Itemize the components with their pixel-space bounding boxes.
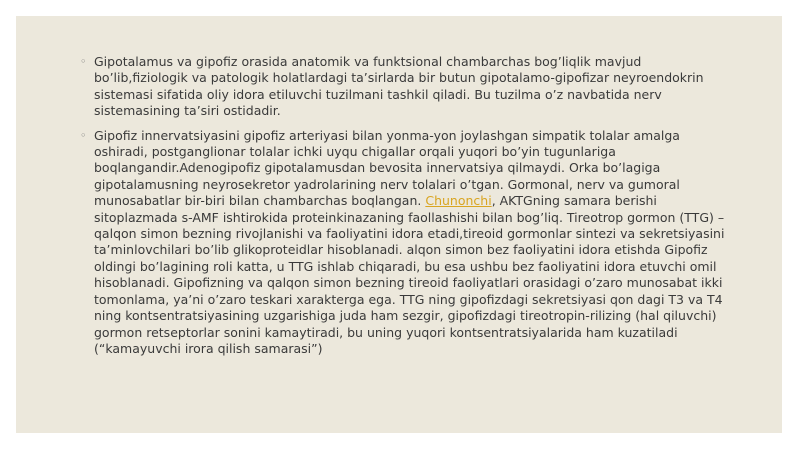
bullet-text-2-before: Gipofiz innervatsiyasini gipofiz arteriyasi bilan yonma-yon joylashgan simpatik tolalar amalga oshiradi, postganglionar tolalar ichki uyqu chigallar orqali yuqori bo’yin tugunlariga boqlangandir.Adenogipofiz gipotalamusdan bevosita innervatsiya qilmaydi. Orka bo’lagiga gipotalamusning neyrosekretor yadrolarining nerv tolalari o’tgan. Gormonal, nerv va gumoral munosabatlar bir-biri bilan chambarchas boqlangan.: [94, 127, 680, 209]
slide: [16, 16, 782, 433]
bullet-item-2: [82, 128, 732, 358]
slide-content: [82, 54, 732, 365]
bullet-text-2-after: , AKTGning samara berishi sitoplazmada s-AMF ishtirokida proteinkinazaning faollashishi bilan bog’liq. Tireotrop gormon (TTG) – qalqon simon bezning rivojlanishi va faoliyatini idora etadi,tireoid gormonlar sintezi va sekretsiyasini ta’minlovchilari bo’lib glikoproteidlar hisoblanadi. alqon simon bez faoliyatini idora etishda Gipofiz oldingi bo’lagining roli katta, u TTG ishlab chiqaradi, bu esa ushbu bez faoliyatini idora etuvchi omil hisoblanadi. Gipofizning va qalqon simon bezning tireoid faoliyatlari orasidagi o’zaro munosabat ikki tomonlama, ya’ni o’zaro teskari xarakterga ega. TTG ning gipofizdagi sekretsiyasi qon dagi T3 va T4 ning kontsentratsiyasining uzgarishiga juda ham sezgir, gipofizdagi tireotropin-rilizing (hal qiluvchi) gormon retseptorlar sonini kamaytiradi, bu uning yuqori kontsentratsiyalarida ham kuzatiladi (“kamayuvchi irora qilish samarasi”): [94, 193, 725, 356]
chunonchi-link[interactable]: Chunonchi: [425, 193, 492, 209]
bullet-text-1: Gipotalamus va gipofiz orasida anatomik va funktsional chambarchas bog’liqlik mavjud bo’lib,fiziologik va patologik holatlardagi ta’sirlarda bir butun gipotalamo-gipofizar neyroendokrin sistemasi sifatida oliy idora etiluvchi tuzilmani tashkil qiladi. Bu tuzilma o’z navbatida nerv sistemasining ta’siri ostidadir.: [94, 54, 704, 119]
bullet-item-1: [82, 54, 732, 120]
bullet-marker-icon: ◦: [80, 55, 87, 68]
bullet-marker-icon: ◦: [80, 128, 87, 142]
